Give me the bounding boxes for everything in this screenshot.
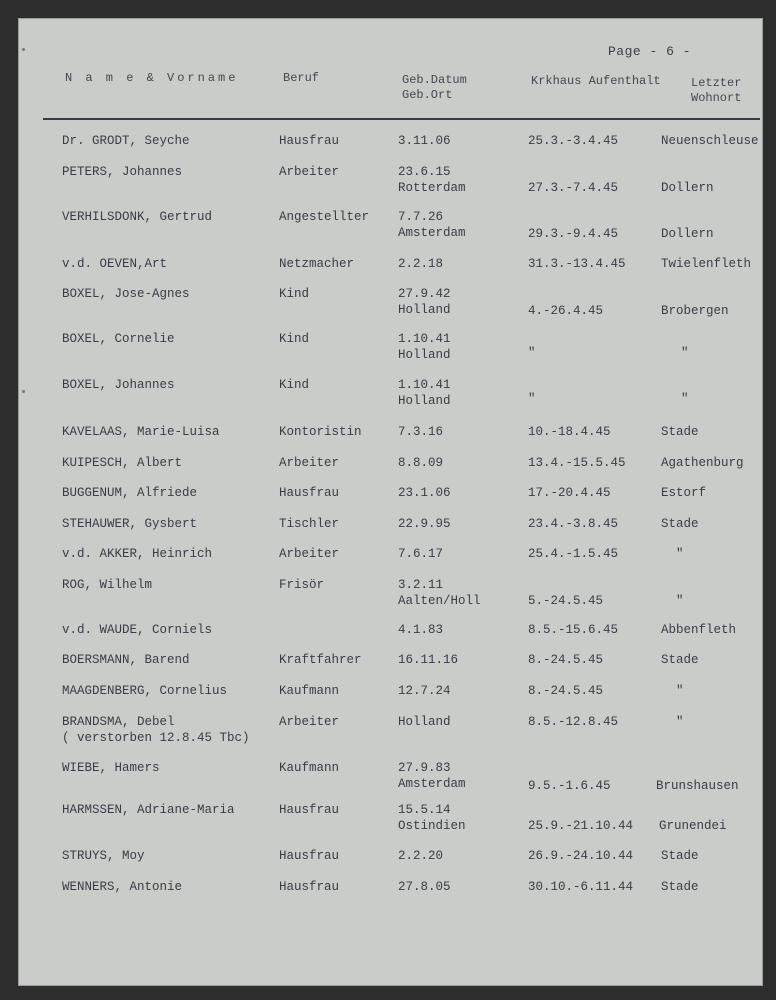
cell-geb-datum: 23.1.06 [398, 486, 451, 500]
cell-name: BRANDSMA, Debel [62, 715, 175, 729]
header-letzter: Letzter [691, 76, 742, 90]
cell-wohnort: " [676, 547, 684, 561]
cell-wohnort: Stade [661, 517, 699, 531]
cell-krkhaus: 10.-18.4.45 [528, 425, 611, 439]
cell-krkhaus: 25.9.-21.10.44 [528, 819, 634, 833]
cell-wohnort: " [681, 392, 689, 406]
cell-beruf: Angestellter [279, 210, 370, 224]
cell-geb-datum: 4.1.83 [398, 623, 444, 637]
cell-geb [398, 683, 451, 699]
cell-name: WIEBE, Hamers [62, 761, 160, 775]
cell-wohnort: Neuenschleuse [661, 134, 759, 148]
cell-beruf: Hausfrau [279, 486, 340, 500]
cell-krkhaus: 29.3.-9.4.45 [528, 227, 619, 241]
cell-geb [398, 377, 451, 409]
cell-beruf: Arbeiter [279, 715, 340, 729]
cell-wohnort: Estorf [661, 486, 707, 500]
cell-geb [398, 424, 443, 440]
cell-beruf: Kind [279, 378, 310, 392]
cell-krkhaus: 26.9.-24.10.44 [528, 849, 634, 863]
cell-beruf: Hausfrau [279, 849, 340, 863]
cell-geb [398, 209, 466, 241]
cell-geb-datum: 1.10.41 [398, 378, 451, 392]
cell-geb-datum: 16.11.16 [398, 653, 459, 667]
cell-geb-ort: Aalten/Holl [398, 594, 481, 608]
cell-name: VERHILSDONK, Gertrud [62, 210, 213, 224]
cell-wohnort: Agathenburg [661, 456, 744, 470]
cell-wohnort: Abbenfleth [661, 623, 737, 637]
cell-krkhaus: 25.4.-1.5.45 [528, 547, 619, 561]
cell-krkhaus: 9.5.-1.6.45 [528, 779, 611, 793]
cell-geb [398, 286, 451, 318]
header-geb [402, 73, 467, 103]
cell-beruf: Kaufmann [279, 684, 340, 698]
cell-beruf: Hausfrau [279, 134, 340, 148]
cell-name: BOERSMANN, Barend [62, 653, 190, 667]
cell-name: KUIPESCH, Albert [62, 456, 183, 470]
cell-geb [398, 879, 451, 895]
cell-name: Dr. GRODT, Seyche [62, 134, 190, 148]
cell-name: PETERS, Johannes [62, 165, 183, 179]
cell-beruf: Kaufmann [279, 761, 340, 775]
cell-geb [398, 848, 443, 864]
cell-krkhaus: 8.-24.5.45 [528, 684, 604, 698]
cell-beruf: Kontoristin [279, 425, 362, 439]
cell-geb-ort: Holland [398, 394, 451, 408]
cell-geb [398, 577, 481, 609]
cell-geb-ort: Holland [398, 303, 451, 317]
cell-geb-ort: Ostindien [398, 819, 466, 833]
cell-geb-datum: 27.9.83 [398, 761, 451, 775]
cell-name: HARMSSEN, Adriane-Maria [62, 803, 235, 817]
cell-geb-datum: 2.2.18 [398, 257, 444, 271]
cell-geb-datum: 3.11.06 [398, 134, 451, 148]
header-krkhaus: Krkhaus Aufenthalt [531, 74, 661, 88]
cell-geb-datum: 1.10.41 [398, 332, 451, 346]
binding-hole [22, 390, 25, 393]
header-letzter-wohnort [691, 76, 741, 106]
cell-krkhaus: 17.-20.4.45 [528, 486, 611, 500]
cell-wohnort: Brobergen [661, 304, 729, 318]
cell-wohnort: " [676, 715, 684, 729]
cell-krkhaus: 8.5.-15.6.45 [528, 623, 619, 637]
cell-name: BOXEL, Cornelie [62, 332, 175, 346]
cell-geb-datum: 23.6.15 [398, 165, 451, 179]
cell-wohnort: " [676, 684, 684, 698]
cell-wohnort: Stade [661, 425, 699, 439]
cell-name: BOXEL, Johannes [62, 378, 175, 392]
cell-geb-datum: 8.8.09 [398, 456, 444, 470]
cell-krkhaus: 25.3.-3.4.45 [528, 134, 619, 148]
cell-beruf: Frisör [279, 578, 325, 592]
cell-geb [398, 802, 466, 834]
cell-geb-datum: 27.9.42 [398, 287, 451, 301]
header-wohnort: Wohnort [691, 91, 742, 105]
cell-beruf: Hausfrau [279, 803, 340, 817]
cell-geb-datum: Holland [398, 715, 451, 729]
header-beruf: Beruf [283, 71, 320, 85]
cell-beruf: Arbeiter [279, 547, 340, 561]
cell-geb-datum: 12.7.24 [398, 684, 451, 698]
cell-name-note: ( verstorben 12.8.45 Tbc) [62, 731, 250, 745]
cell-geb [398, 256, 443, 272]
cell-geb [398, 133, 451, 149]
cell-beruf: Tischler [279, 517, 340, 531]
cell-wohnort: " [681, 346, 689, 360]
cell-name: MAAGDENBERG, Cornelius [62, 684, 228, 698]
cell-geb [398, 164, 466, 196]
header-name: N a m e & Vorname [65, 71, 239, 85]
cell-geb [398, 622, 443, 638]
header-rule [43, 118, 760, 120]
cell-krkhaus: 31.3.-13.4.45 [528, 257, 626, 271]
cell-name: v.d. WAUDE, Corniels [62, 623, 213, 637]
cell-geb-datum: 7.6.17 [398, 547, 444, 561]
cell-geb-ort: Rotterdam [398, 181, 466, 195]
cell-krkhaus: " [528, 392, 536, 406]
cell-beruf: Netzmacher [279, 257, 355, 271]
cell-name: v.d. AKKER, Heinrich [62, 547, 213, 561]
cell-geb [398, 652, 458, 668]
cell-krkhaus: 5.-24.5.45 [528, 594, 604, 608]
cell-beruf: Kraftfahrer [279, 653, 362, 667]
cell-geb-datum: 7.3.16 [398, 425, 444, 439]
cell-beruf: Kind [279, 332, 310, 346]
cell-wohnort: Stade [661, 653, 699, 667]
cell-wohnort: Stade [661, 849, 699, 863]
cell-krkhaus: 8.-24.5.45 [528, 653, 604, 667]
cell-krkhaus: 8.5.-12.8.45 [528, 715, 619, 729]
cell-geb [398, 331, 451, 363]
cell-name-block [62, 714, 250, 746]
cell-krkhaus: 23.4.-3.8.45 [528, 517, 619, 531]
cell-geb-datum: 22.9.95 [398, 517, 451, 531]
header-geb-datum: Geb.Datum [402, 73, 467, 87]
cell-geb-datum: 7.7.26 [398, 210, 444, 224]
cell-geb [398, 714, 451, 730]
cell-name: BUGGENUM, Alfriede [62, 486, 198, 500]
cell-geb-datum: 27.8.05 [398, 880, 451, 894]
cell-geb-datum: 3.2.11 [398, 578, 444, 592]
cell-geb [398, 516, 451, 532]
cell-wohnort: Dollern [661, 227, 714, 241]
header-geb-ort: Geb.Ort [402, 88, 453, 102]
cell-wohnort: Twielenfleth [661, 257, 752, 271]
cell-geb-datum: 15.5.14 [398, 803, 451, 817]
cell-krkhaus: " [528, 346, 536, 360]
cell-name: STRUYS, Moy [62, 849, 145, 863]
cell-geb [398, 455, 443, 471]
cell-name: KAVELAAS, Marie-Luisa [62, 425, 220, 439]
binding-hole [22, 48, 25, 51]
cell-krkhaus: 4.-26.4.45 [528, 304, 604, 318]
cell-name: WENNERS, Antonie [62, 880, 183, 894]
cell-wohnort: Brunshausen [656, 779, 739, 793]
cell-krkhaus: 30.10.-6.11.44 [528, 880, 634, 894]
cell-wohnort: " [676, 594, 684, 608]
cell-name: v.d. OEVEN,Art [62, 257, 168, 271]
cell-geb [398, 760, 466, 792]
cell-beruf: Arbeiter [279, 456, 340, 470]
cell-geb-ort: Holland [398, 348, 451, 362]
cell-krkhaus: 13.4.-15.5.45 [528, 456, 626, 470]
cell-krkhaus: 27.3.-7.4.45 [528, 181, 619, 195]
cell-name: ROG, Wilhelm [62, 578, 153, 592]
cell-beruf: Kind [279, 287, 310, 301]
cell-name: BOXEL, Jose-Agnes [62, 287, 190, 301]
cell-beruf: Hausfrau [279, 880, 340, 894]
cell-wohnort: Grunendei [659, 819, 727, 833]
cell-geb [398, 485, 451, 501]
cell-beruf: Arbeiter [279, 165, 340, 179]
cell-name: STEHAUWER, Gysbert [62, 517, 198, 531]
cell-geb-ort: Amsterdam [398, 226, 466, 240]
cell-geb-datum: 2.2.20 [398, 849, 444, 863]
cell-geb-ort: Amsterdam [398, 777, 466, 791]
cell-wohnort: Dollern [661, 181, 714, 195]
cell-wohnort: Stade [661, 880, 699, 894]
page-number: Page - 6 - [608, 44, 692, 59]
cell-geb [398, 546, 443, 562]
